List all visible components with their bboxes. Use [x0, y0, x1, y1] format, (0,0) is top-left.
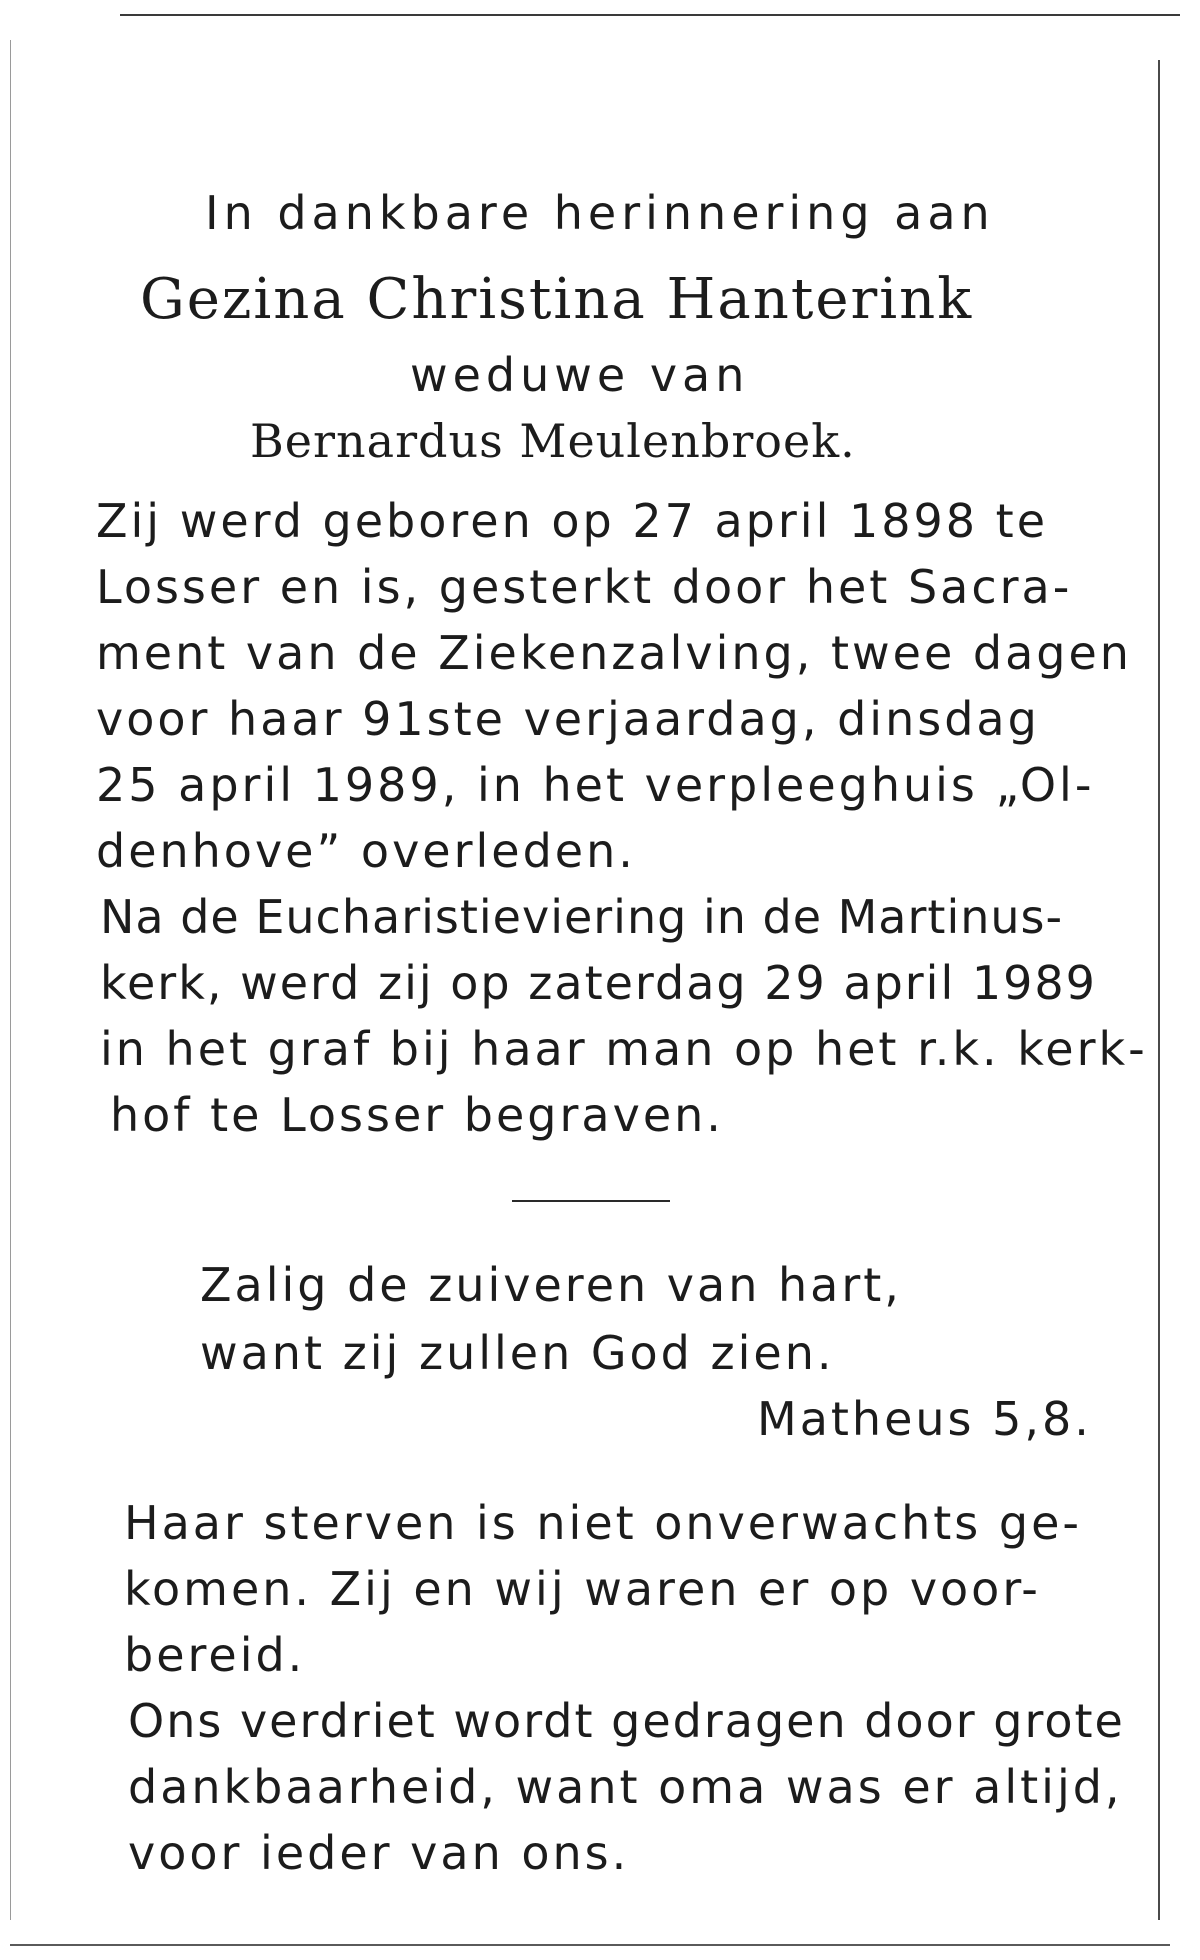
bio-line: in het graf bij haar man op het r.k. kerk- [100, 1022, 1148, 1076]
bio-line: voor haar 91ste verjaardag, dinsdag [96, 692, 1040, 746]
bio-line: kerk, werd zij op zaterdag 29 april 1989 [100, 956, 1097, 1010]
closing-line: dankbaarheid, want oma was er altijd, [128, 1760, 1123, 1814]
bio-line: hof te Losser begraven. [110, 1088, 724, 1142]
bio-line: Zij werd geboren op 27 april 1898 te [96, 494, 1048, 548]
bio-line: ment van de Ziekenzalving, twee dagen [96, 626, 1132, 680]
closing-line: Ons verdriet wordt gedragen door grote [128, 1694, 1125, 1748]
separator-rule [512, 1200, 670, 1202]
deceased-name: Gezina Christina Hanterink [140, 267, 974, 332]
closing-line: Haar sterven is niet onverwachts ge- [124, 1496, 1082, 1550]
scan-edge-top [120, 14, 1180, 16]
closing-line: bereid. [124, 1628, 306, 1682]
bio-line: 25 april 1989, in het verpleeghuis „Ol- [96, 758, 1095, 812]
scan-edge-bottom [10, 1944, 1170, 1946]
closing-line: komen. Zij en wij waren er op voor- [124, 1562, 1041, 1616]
spouse-name: Bernardus Meulenbroek. [250, 414, 856, 468]
quote-line: want zij zullen God zien. [200, 1326, 835, 1380]
bio-line: Na de Eucharistieviering in de Martinus- [100, 890, 1064, 944]
quote-source: Matheus 5,8. [757, 1392, 1092, 1446]
bio-line: denhove” overleden. [96, 824, 636, 878]
relation-text: weduwe van [410, 348, 750, 402]
bio-line: Losser en is, gesterkt door het Sacra- [96, 560, 1073, 614]
scan-edge-left [10, 40, 11, 1920]
scan-edge-right [1158, 60, 1160, 1920]
intro-heading: In dankbare herinnering aan [205, 186, 995, 240]
closing-line: voor ieder van ons. [128, 1826, 630, 1880]
quote-line: Zalig de zuiveren van hart, [200, 1258, 902, 1312]
